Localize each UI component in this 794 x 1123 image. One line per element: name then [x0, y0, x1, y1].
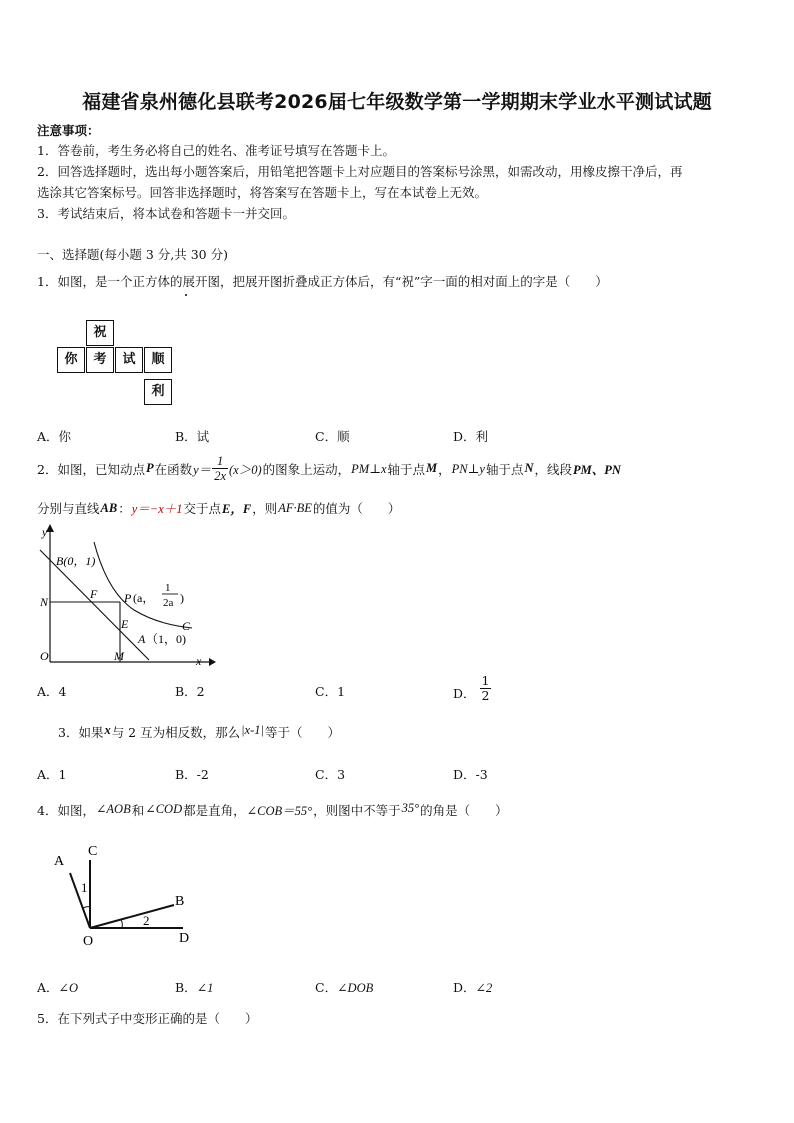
q2-option-c: C．1 — [315, 684, 346, 699]
q2-func-den: 2x — [214, 469, 226, 483]
q2-func-cond: (x＞0) — [229, 462, 262, 477]
label-p-num: 1 — [165, 582, 171, 594]
q2-option-d-label: D． — [453, 685, 476, 701]
label-y: y — [42, 525, 48, 539]
q2-graph-figure — [34, 520, 219, 670]
q4-option-c-math: ∠DOB — [337, 981, 374, 995]
q3-stem — [58, 723, 340, 741]
q4-option-b-math: ∠1 — [196, 981, 214, 995]
label-p: P — [124, 591, 132, 605]
q3-abs: |x-1| — [241, 723, 264, 737]
label-e: E — [121, 617, 129, 631]
q2-line-eq: y＝−x＋1 — [131, 502, 183, 516]
label-origin: O — [40, 649, 49, 663]
notice-item-3: 3．考试结束后，将本试卷和答题卡一并交回。 — [37, 206, 295, 221]
x-axis-arrow — [209, 658, 216, 666]
label-d: D — [179, 931, 190, 946]
notice-item-2: 2．回答选择题时，选出每小题答案后，用铅笔把答题卡上对应题目的答案标号涂黑，如需改动，用橡皮擦干净后，再 — [37, 164, 683, 179]
q4-text: 和 — [131, 803, 145, 818]
label-a: A — [54, 854, 65, 869]
label-m: M — [114, 649, 124, 663]
notice-item-2-cont: 选涂其它答案标号。回答非选择题时，将答案写在答题卡上，写在本试卷上无效。 — [37, 185, 488, 200]
q2-option-a: A．4 — [37, 684, 67, 699]
q4-option-b-label: B． — [175, 980, 197, 995]
net-cell-top: 祝 — [86, 320, 114, 346]
q2-option-d — [453, 674, 491, 703]
q4-option-b — [175, 978, 213, 996]
label-c: C — [182, 619, 191, 633]
q2-text: 轴于点 — [485, 461, 524, 477]
label-p-den: 2a — [163, 597, 174, 609]
q1-option-c: C．顺 — [315, 429, 350, 444]
label-angle-1: 1 — [81, 880, 88, 895]
notice-heading: 注意事项： — [37, 123, 100, 138]
label-a: A — [138, 632, 146, 646]
q4-option-c-label: C． — [315, 980, 338, 995]
net-cell-4: 顺 — [144, 347, 172, 373]
q2-func-lhs: y＝ — [193, 462, 212, 477]
q2-point-m: M — [426, 461, 438, 475]
q4-stem — [37, 801, 508, 819]
q2-text: 交于点 — [183, 501, 222, 516]
q1-option-a: A．你 — [37, 429, 72, 444]
hyperbola-curve — [94, 542, 192, 628]
q2-text: 的值为（ ） — [312, 501, 401, 516]
q1-option-d: D．利 — [453, 429, 489, 444]
q3-option-b: B．-2 — [175, 767, 209, 782]
q4-text: ，则图中不等于 — [313, 803, 401, 818]
net-cell-2: 考 — [86, 347, 114, 373]
q4-angle-aob: ∠AOB — [95, 802, 131, 816]
q3-text: 与 2 互为相反数，那么 — [111, 725, 241, 740]
q4-option-a — [37, 978, 78, 996]
q2-point-p: P — [145, 461, 154, 475]
notice-item-1: 1．答卷前，考生务必将自己的姓名、准考证号填写在答题卡上。 — [37, 143, 395, 158]
q4-angle-cob: ∠COB＝55° — [246, 804, 313, 818]
label-b: B — [175, 894, 185, 909]
q4-text: 4．如图， — [37, 803, 95, 818]
label-x-axis: x — [196, 654, 202, 668]
q2-text: ，则 — [252, 501, 278, 516]
q2-point-n: N — [524, 461, 534, 475]
label-p-close: ) — [180, 591, 184, 605]
q4-option-d — [453, 978, 492, 996]
q4-angle-cod: ∠COD — [145, 802, 183, 816]
ray-ob — [90, 905, 174, 928]
q3-option-d: D．-3 — [453, 767, 488, 782]
q1-option-b: B．试 — [175, 429, 210, 444]
q2-pn: PN⊥y — [451, 461, 485, 476]
q5-stem: 5．在下列式子中变形正确的是（ ） — [37, 1011, 258, 1026]
q2-points-ef: E，F — [222, 502, 252, 516]
net-cell-3: 试 — [115, 347, 143, 373]
q4-text: 的角是（ ） — [420, 803, 508, 818]
stray-dot — [185, 294, 187, 296]
q2-option-d-num: 1 — [481, 673, 490, 688]
q3-option-c: C．3 — [315, 767, 346, 782]
q2-text: 2．如图，已知动点 — [37, 461, 145, 477]
q2-text: 在函数 — [154, 461, 193, 477]
net-cell-bottom: 利 — [144, 379, 172, 405]
label-angle-2: 2 — [143, 913, 150, 928]
label-o: O — [83, 934, 94, 949]
q4-degree: 35° — [401, 801, 420, 815]
cube-net-figure — [55, 320, 185, 410]
section-heading: 一、选择题(每小题 3 分,共 30 分) — [37, 247, 228, 262]
q4-option-d-label: D． — [453, 980, 476, 995]
q2-text: ， — [438, 461, 451, 477]
q2-text: 轴于点 — [387, 461, 426, 477]
q2-text: 的图象上运动， — [262, 461, 351, 477]
q2-func-num: 1 — [212, 454, 228, 469]
label-p-coord: (a， — [133, 591, 155, 605]
q2-text: 分别与直线 — [37, 501, 100, 516]
label-c: C — [88, 844, 98, 859]
q3-text: 等于（ ） — [264, 725, 340, 740]
label-b: B(0，1) — [56, 554, 96, 568]
q1-stem: 1．如图，是一个正方体的展开图，把展开图折叠成正方体后，有“祝”字一面的相对面上的字是（ ） — [37, 274, 608, 289]
q2-pm: PM⊥x — [351, 461, 387, 476]
q2-segments: PM、PN — [573, 462, 621, 477]
q2-product: AF·BE — [278, 500, 312, 515]
q2-option-d-fraction — [480, 674, 492, 703]
q2-text: ，线段 — [534, 461, 572, 477]
q4-option-a-label: A． — [37, 980, 59, 995]
q3-option-a: A．1 — [37, 767, 67, 782]
q2-stem-line2 — [37, 499, 400, 517]
q3-text: 3．如果 — [58, 725, 104, 740]
q4-option-a-math: ∠O — [58, 981, 79, 995]
q4-option-d-math: ∠2 — [475, 981, 493, 995]
label-a-coord: （1，0) — [146, 632, 186, 646]
q2-func-fraction — [212, 454, 228, 483]
arc-angle-2 — [121, 920, 122, 928]
q4-option-c — [315, 978, 373, 996]
q4-text: 都是直角， — [183, 803, 246, 818]
q2-stem-line1 — [37, 454, 621, 483]
net-cell-1: 你 — [57, 347, 85, 373]
q2-text: ： — [118, 501, 131, 516]
q2-option-b: B．2 — [175, 684, 205, 699]
arc-angle-1 — [83, 907, 90, 908]
page-title: 福建省泉州德化县联考2026届七年级数学第一学期期末学业水平测试试题 — [82, 91, 712, 113]
q2-line-ab: AB — [100, 500, 118, 515]
label-n: N — [40, 595, 49, 609]
q3-x: x — [104, 723, 111, 737]
label-f: F — [90, 587, 98, 601]
q4-angle-figure — [48, 840, 208, 952]
q2-option-d-den: 2 — [481, 688, 490, 703]
